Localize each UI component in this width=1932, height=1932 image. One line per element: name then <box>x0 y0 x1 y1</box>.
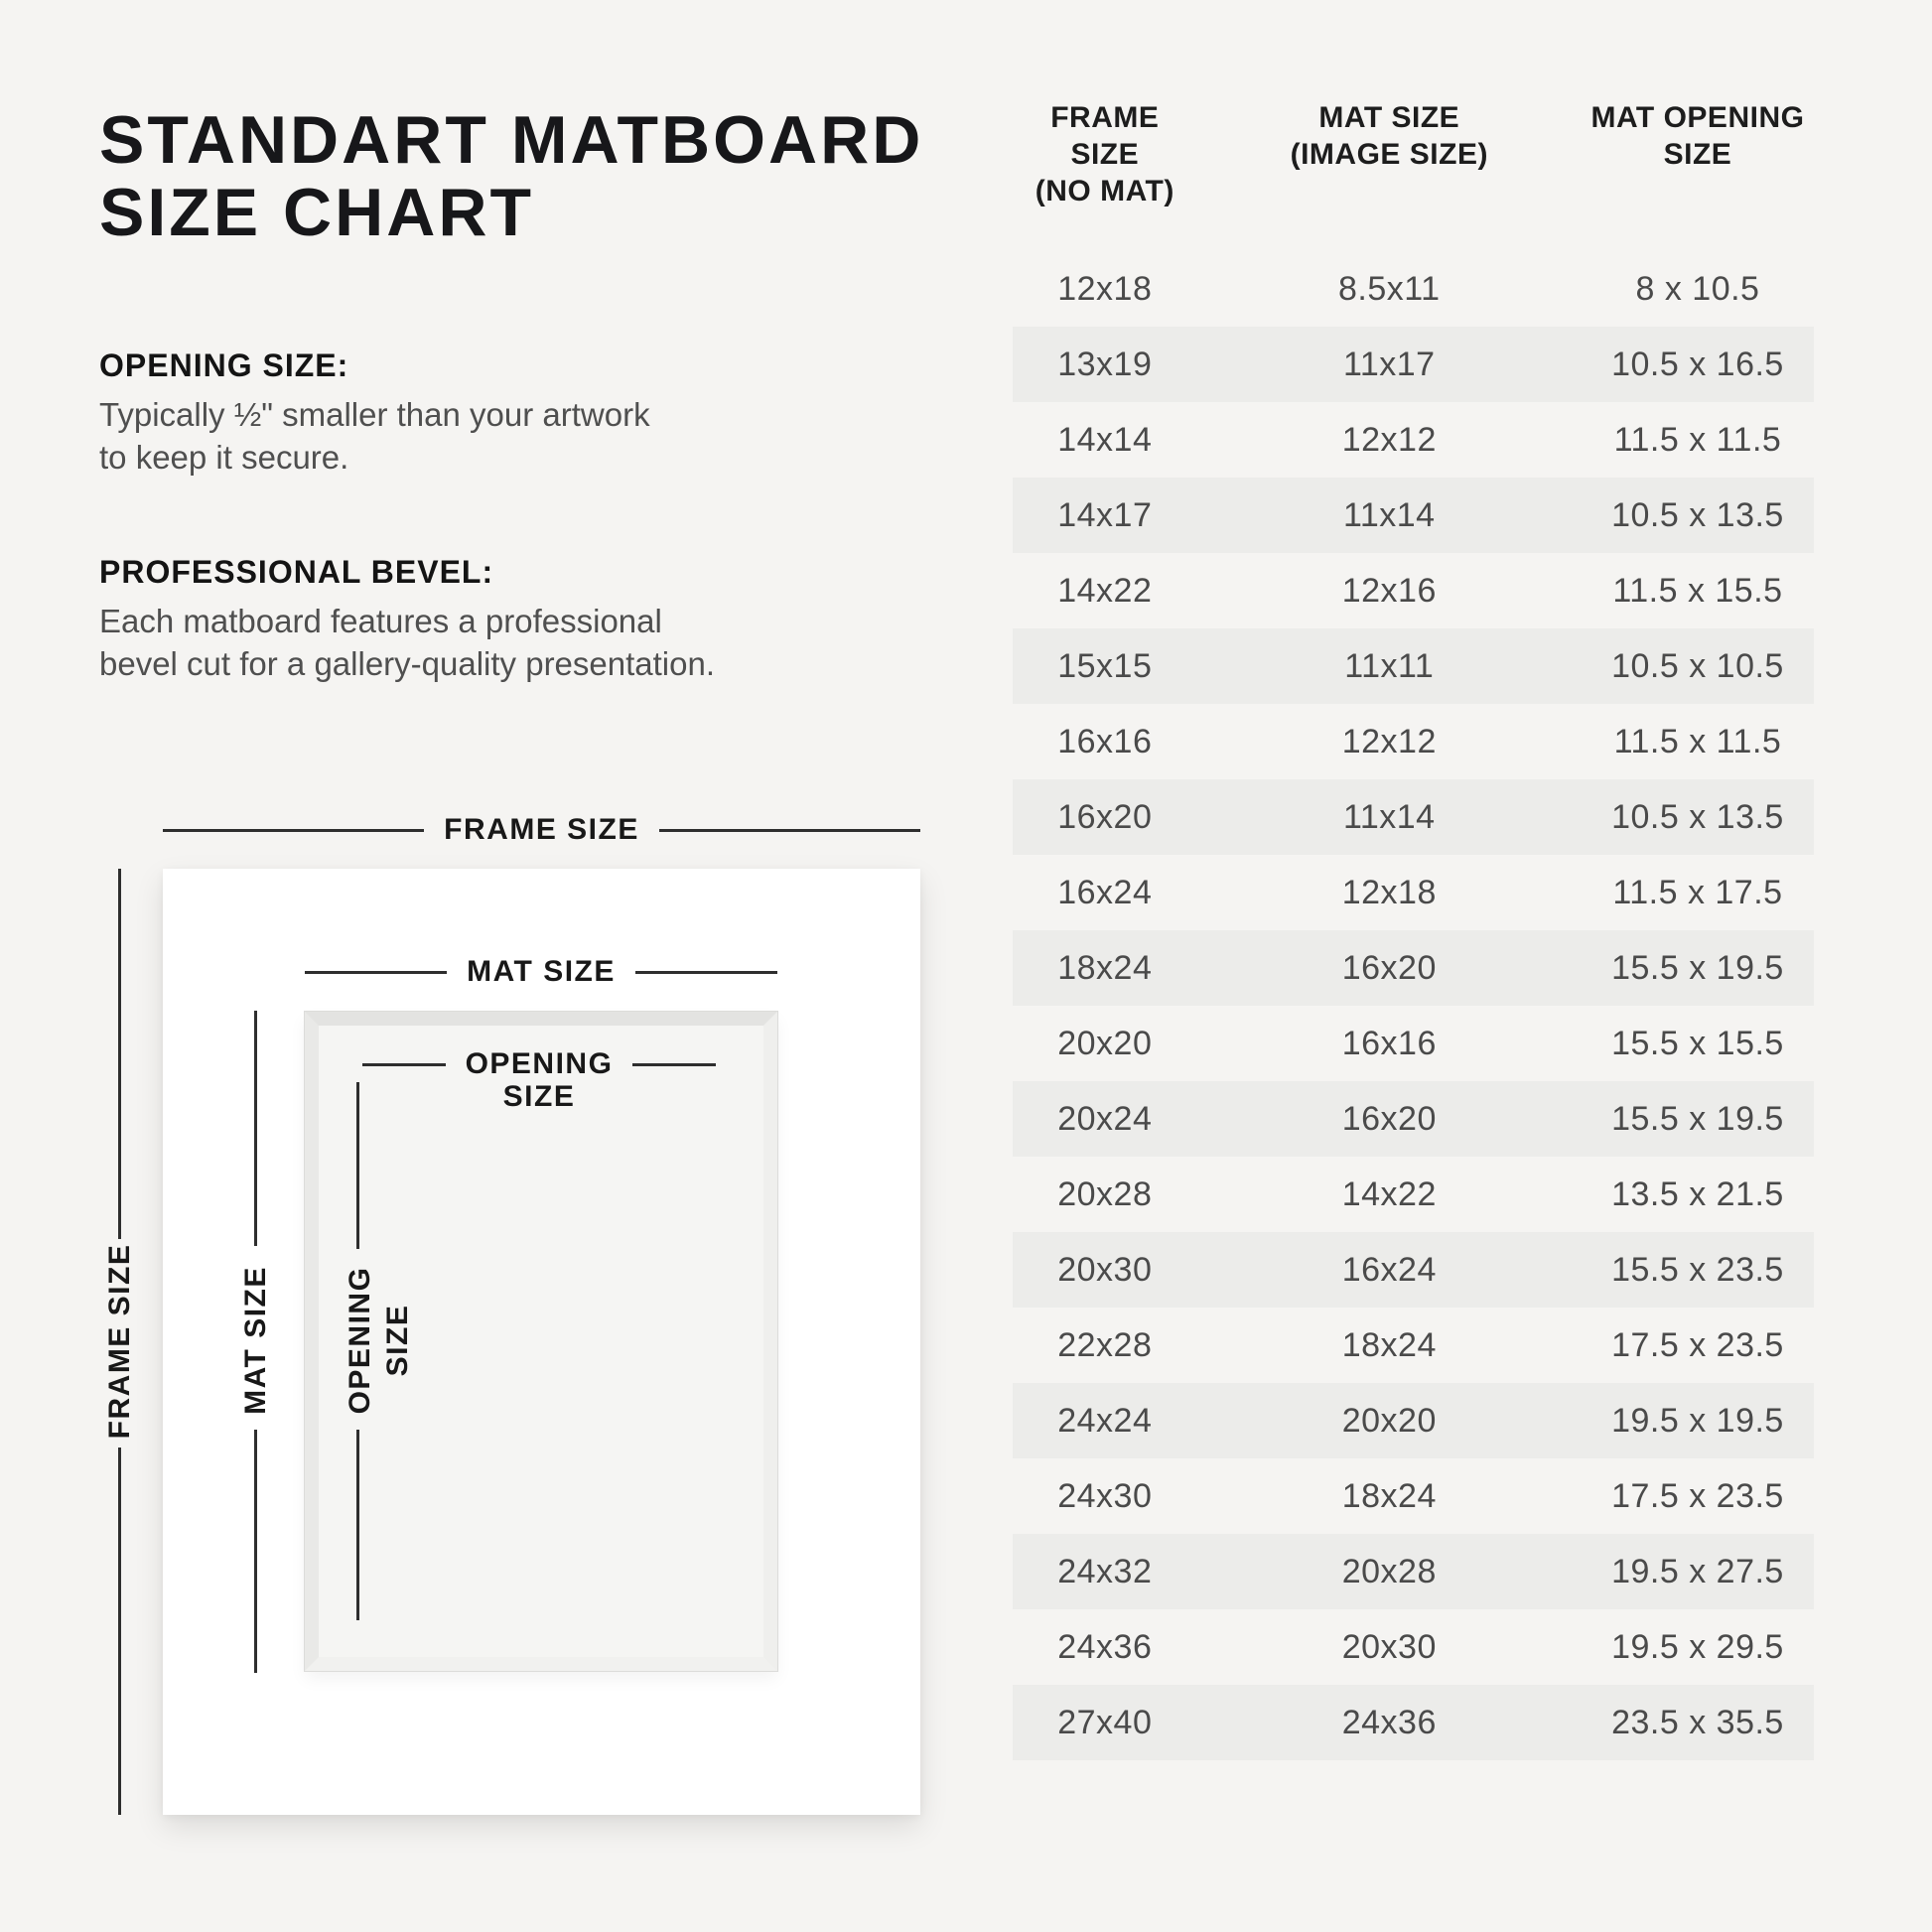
table-row <box>1013 1609 1814 1685</box>
opening-size-vertical-line <box>356 1430 359 1620</box>
table-row <box>1013 704 1814 779</box>
table-cell: 8.5x11 <box>1338 269 1441 308</box>
table-cell: 14x17 <box>1057 495 1153 534</box>
table-cell: 11x14 <box>1342 797 1436 836</box>
table-cell: 12x18 <box>1057 269 1153 308</box>
header-frame-size-line1: FRAME SIZE <box>1050 101 1160 171</box>
label-line <box>632 1063 716 1066</box>
table-cell: 14x22 <box>1057 571 1153 610</box>
table-cell: 24x30 <box>1057 1476 1153 1515</box>
table-cell: 16x24 <box>1057 873 1153 911</box>
table-cell: 15.5 x 19.5 <box>1611 948 1784 987</box>
professional-bevel-note-line1: Each matboard features a professional <box>99 603 662 639</box>
table-cell: 17.5 x 23.5 <box>1611 1476 1784 1515</box>
header-mat-opening-size-line1: MAT OPENING <box>1590 101 1805 134</box>
professional-bevel-note-body <box>99 600 715 685</box>
table-cell: 8 x 10.5 <box>1635 269 1760 308</box>
table-cell: 12x18 <box>1341 873 1437 911</box>
opening-size-top-label-line2: SIZE <box>502 1080 576 1113</box>
table-cell: 15.5 x 23.5 <box>1611 1250 1784 1289</box>
table-row <box>1013 1006 1814 1081</box>
table-cell: 18x24 <box>1057 948 1153 987</box>
frame-size-side-label: FRAME SIZE <box>103 1243 136 1440</box>
table-row <box>1013 402 1814 478</box>
opening-size-side-label-line1: OPENING <box>344 1266 376 1415</box>
label-line <box>635 971 777 974</box>
opening-size-top-label-text: OPENING <box>465 1047 614 1080</box>
table-cell: 11x17 <box>1342 345 1436 383</box>
table-row <box>1013 553 1814 628</box>
table-cell: 20x20 <box>1057 1024 1153 1062</box>
opening-size-side-label <box>342 1267 417 1415</box>
table-cell: 24x36 <box>1057 1627 1153 1666</box>
label-line <box>362 1063 446 1066</box>
header-mat-size <box>1197 99 1582 209</box>
table-cell: 10.5 x 16.5 <box>1611 345 1784 383</box>
table-row <box>1013 1157 1814 1232</box>
table-row <box>1013 628 1814 704</box>
table-cell: 19.5 x 27.5 <box>1611 1552 1784 1590</box>
opening-size-top-label <box>362 1046 716 1082</box>
header-mat-size-line2: (IMAGE SIZE) <box>1290 138 1488 171</box>
page-title-line1: STANDART MATBOARD <box>99 102 924 178</box>
table-cell: 12x16 <box>1341 571 1437 610</box>
frame-size-vertical-line <box>118 869 121 1239</box>
table-cell: 18x24 <box>1341 1325 1437 1364</box>
mat-size-side-label: MAT SIZE <box>239 1266 272 1415</box>
professional-bevel-note-line2: bevel cut for a gallery-quality presentation. <box>99 645 716 682</box>
table-cell: 12x12 <box>1341 420 1437 459</box>
label-line <box>305 971 447 974</box>
size-table <box>1013 99 1814 1741</box>
mat-size-vertical-line <box>254 1430 257 1673</box>
table-cell: 16x20 <box>1057 797 1153 836</box>
table-cell: 20x24 <box>1057 1099 1153 1138</box>
opening-size-vertical-line <box>356 1082 359 1249</box>
table-cell: 13x19 <box>1057 345 1153 383</box>
table-row <box>1013 478 1814 553</box>
table-cell: 20x28 <box>1057 1174 1153 1213</box>
table-cell: 16x24 <box>1341 1250 1437 1289</box>
page-title <box>99 104 923 249</box>
table-cell: 11x14 <box>1342 495 1436 534</box>
table-row <box>1013 855 1814 930</box>
table-cell: 24x32 <box>1057 1552 1153 1590</box>
table-cell: 19.5 x 29.5 <box>1611 1627 1784 1666</box>
table-cell: 18x24 <box>1341 1476 1437 1515</box>
table-cell: 15.5 x 15.5 <box>1611 1024 1784 1062</box>
table-cell: 24x24 <box>1057 1401 1153 1440</box>
frame-size-top-label-text: FRAME SIZE <box>444 813 639 846</box>
table-cell: 24x36 <box>1341 1703 1437 1741</box>
mat-size-top-label <box>305 954 777 990</box>
header-frame-size-line2: (NO MAT) <box>1035 175 1174 207</box>
table-row <box>1013 251 1814 327</box>
table-row <box>1013 327 1814 402</box>
table-row <box>1013 1458 1814 1534</box>
table-cell: 23.5 x 35.5 <box>1611 1703 1784 1741</box>
table-cell: 11.5 x 11.5 <box>1613 420 1782 459</box>
table-cell: 16x16 <box>1057 722 1153 760</box>
header-mat-opening-size <box>1582 99 1814 209</box>
table-cell: 11.5 x 15.5 <box>1612 571 1783 610</box>
frame-size-top-label <box>163 812 920 848</box>
header-frame-size <box>1013 99 1197 209</box>
table-cell: 20x30 <box>1341 1627 1437 1666</box>
table-cell: 22x28 <box>1057 1325 1153 1364</box>
frame-size-vertical-line <box>118 1448 121 1815</box>
table-row <box>1013 1685 1814 1760</box>
opening-size-note-line2: to keep it secure. <box>99 439 349 476</box>
table-cell: 15x15 <box>1057 646 1153 685</box>
page-title-line2: SIZE CHART <box>99 175 534 250</box>
table-cell: 10.5 x 13.5 <box>1611 495 1784 534</box>
table-cell: 14x22 <box>1341 1174 1437 1213</box>
table-cell: 20x28 <box>1341 1552 1437 1590</box>
table-cell: 19.5 x 19.5 <box>1611 1401 1784 1440</box>
label-line <box>163 829 424 832</box>
mat-size-vertical-line <box>254 1011 257 1246</box>
table-cell: 11.5 x 11.5 <box>1613 722 1782 760</box>
table-row <box>1013 1534 1814 1609</box>
table-row <box>1013 930 1814 1006</box>
header-mat-size-line1: MAT SIZE <box>1318 101 1460 134</box>
table-row <box>1013 1232 1814 1308</box>
size-table-header <box>1013 99 1814 209</box>
table-cell: 14x14 <box>1057 420 1153 459</box>
table-cell: 20x20 <box>1341 1401 1437 1440</box>
table-cell: 10.5 x 10.5 <box>1611 646 1784 685</box>
table-cell: 13.5 x 21.5 <box>1611 1174 1784 1213</box>
table-row <box>1013 1081 1814 1157</box>
table-cell: 16x20 <box>1341 1099 1437 1138</box>
table-cell: 12x12 <box>1341 722 1437 760</box>
table-row <box>1013 1308 1814 1383</box>
table-cell: 16x20 <box>1341 948 1437 987</box>
table-row <box>1013 779 1814 855</box>
header-mat-opening-size-line2: SIZE <box>1663 138 1732 171</box>
opening-size-note-line1: Typically ½" smaller than your artwork <box>99 396 650 433</box>
label-line <box>659 829 920 832</box>
table-cell: 15.5 x 19.5 <box>1611 1099 1784 1138</box>
professional-bevel-note <box>99 554 715 685</box>
table-cell: 27x40 <box>1057 1703 1153 1741</box>
table-cell: 11.5 x 17.5 <box>1612 873 1783 911</box>
professional-bevel-note-heading: PROFESSIONAL BEVEL: <box>99 554 494 590</box>
table-cell: 17.5 x 23.5 <box>1611 1325 1784 1364</box>
opening-size-note-heading: OPENING SIZE: <box>99 347 349 383</box>
opening-size-note-body <box>99 393 650 479</box>
table-cell: 11x11 <box>1344 646 1435 685</box>
table-cell: 20x30 <box>1057 1250 1153 1289</box>
mat-size-top-label-text: MAT SIZE <box>467 955 616 988</box>
opening-size-note <box>99 347 650 479</box>
table-cell: 16x16 <box>1341 1024 1437 1062</box>
size-table-body <box>1013 251 1814 1760</box>
table-cell: 10.5 x 13.5 <box>1611 797 1784 836</box>
opening-size-side-label-line2: SIZE <box>381 1304 414 1377</box>
table-row <box>1013 1383 1814 1458</box>
